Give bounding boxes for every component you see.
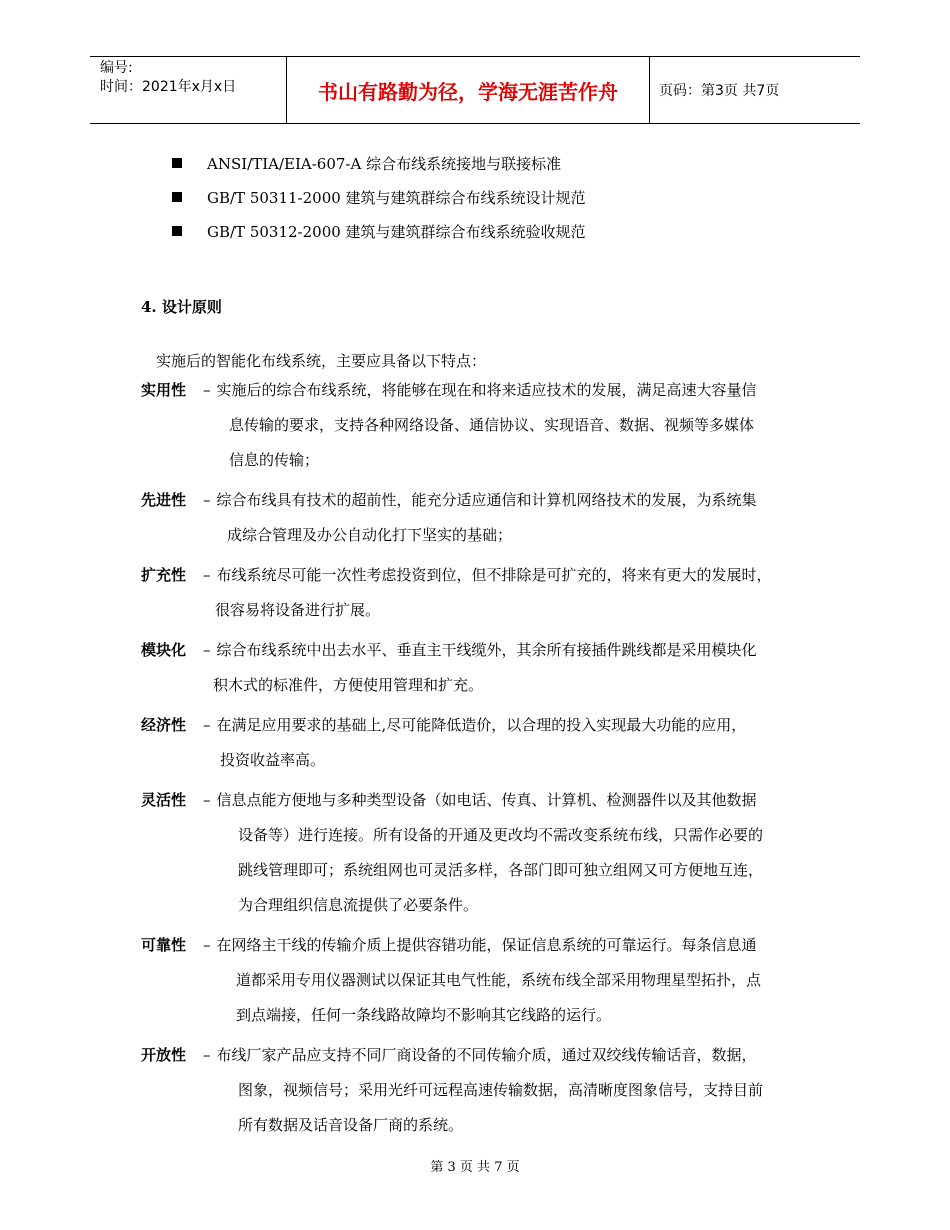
standards-item [172,180,586,214]
principle-text: 布线厂家产品应支持不同厂商设备的不同传输介质，通过双绞线传输话音，数据， [216,1046,757,1064]
principles-list [141,373,831,1148]
principle-text: 在网络主干线的传输介质上提供容错功能，保证信息系统的可靠运行。每条信息通 [216,936,757,954]
principle-line [141,483,831,518]
principle-line: 很容易将设备进行扩展。 [215,601,381,619]
principle-line [141,783,831,818]
principle-line: 设备等）进行连接。所有设备的开通及更改均不需改变系统布线，只需作必要的 [238,826,764,844]
principle-modularity [141,633,831,703]
dash-mark: – [203,791,211,809]
section-heading: 4. 设计原则 [141,298,222,316]
principle-line: 图象，视频信号；采用光纤可远程高速传输数据，高清晰度图象信号，支持目前 [238,1081,764,1099]
principle-line: 息传输的要求，支持各种网络设备、通信协议、实现语音、数据、视频等多媒体 [229,416,755,434]
principle-expandability [141,558,831,628]
principle-term: 实用性 [141,381,187,399]
principle-line [141,928,831,963]
principle-line: 信息的传输； [229,451,320,469]
principle-openness [141,1038,831,1143]
standards-item-text: GB/T 50311-2000 建筑与建筑群综合布线系统设计规范 [207,188,586,207]
principle-text: 布线系统尽可能一次性考虑投资到位，但不排除是可扩充的，将来有更大的发展时， [216,566,772,584]
principle-advancement [141,483,831,553]
principle-line [141,633,831,668]
principle-line: 道都采用专用仪器测试以保证其电气性能，系统布线全部采用物理星型拓扑，点 [236,971,762,989]
principle-term: 经济性 [141,716,187,734]
principle-line [141,1038,831,1073]
principle-line [141,708,831,743]
square-bullet-icon [172,226,182,236]
principle-text: 在满足应用要求的基础上,尽可能降低造价，以合理的投入实现最大功能的应用， [216,716,747,734]
standards-list [172,146,586,248]
standards-item [172,214,586,248]
principle-line [141,373,831,408]
dash-mark: – [203,566,211,584]
header-divider-right [649,57,650,123]
standards-item-text: ANSI/TIA/EIA-607-A 综合布线系统接地与联接标准 [207,154,562,173]
dash-mark: – [203,491,211,509]
header-meta [100,59,286,97]
principle-line [141,558,831,593]
principle-reliability [141,928,831,1033]
dash-mark: – [203,716,211,734]
header-page-info: 页码：第3页 共7页 [659,83,780,99]
principle-term: 灵活性 [141,791,187,809]
header-time-label: 时间：2021年x月x日 [100,79,237,95]
principle-line: 跳线管理即可；系统组网也可灵活多样，各部门即可独立组网又可方便地互连， [238,861,764,879]
principle-line: 成综合管理及办公自动化打下坚实的基础； [227,526,513,544]
principle-text: 信息点能方便地与多种类型设备（如电话、传真、计算机、检测器件以及其他数据 [216,791,757,809]
dash-mark: – [203,641,211,659]
principle-line: 所有数据及话音设备厂商的系统。 [238,1116,464,1134]
principle-line: 到点端接，任何一条线路故障均不影响其它线路的运行。 [236,1006,612,1024]
principle-flexibility [141,783,831,923]
principle-text: 综合布线具有技术的超前性，能充分适应通信和计算机网络技术的发展，为系统集 [216,491,757,509]
page-footer: 第 3 页 共 7 页 [430,1160,520,1175]
principle-text: 实施后的综合布线系统，将能够在现在和将来适应技术的发展，满足高速大容量信 [216,381,757,399]
principle-term: 可靠性 [141,936,187,954]
page-header [90,56,860,124]
principle-line: 积木式的标准件，方便使用管理和扩充。 [213,676,484,694]
principle-practicality [141,373,831,478]
principle-line: 为合理组织信息流提供了必要条件。 [238,896,479,914]
dash-mark: – [203,381,211,399]
principle-line: 投资收益率高。 [220,751,326,769]
principle-term: 扩充性 [141,566,187,584]
square-bullet-icon [172,158,182,168]
principle-text: 综合布线系统中出去水平、垂直主干线缆外，其余所有接插件跳线都是采用模块化 [216,641,757,659]
section-intro: 实施后的智能化布线系统，主要应具备以下特点： [156,352,487,370]
standards-item-text: GB/T 50312-2000 建筑与建筑群综合布线系统验收规范 [207,222,586,241]
header-number-label: 编号: [100,60,133,76]
header-motto: 书山有路勤为径，学海无涯苦作舟 [318,79,618,104]
principle-economy [141,708,831,778]
principle-term: 开放性 [141,1046,187,1064]
principle-term: 模块化 [141,641,187,659]
standards-item [172,146,586,180]
dash-mark: – [203,1046,211,1064]
square-bullet-icon [172,192,182,202]
principle-term: 先进性 [141,491,187,509]
dash-mark: – [203,936,211,954]
